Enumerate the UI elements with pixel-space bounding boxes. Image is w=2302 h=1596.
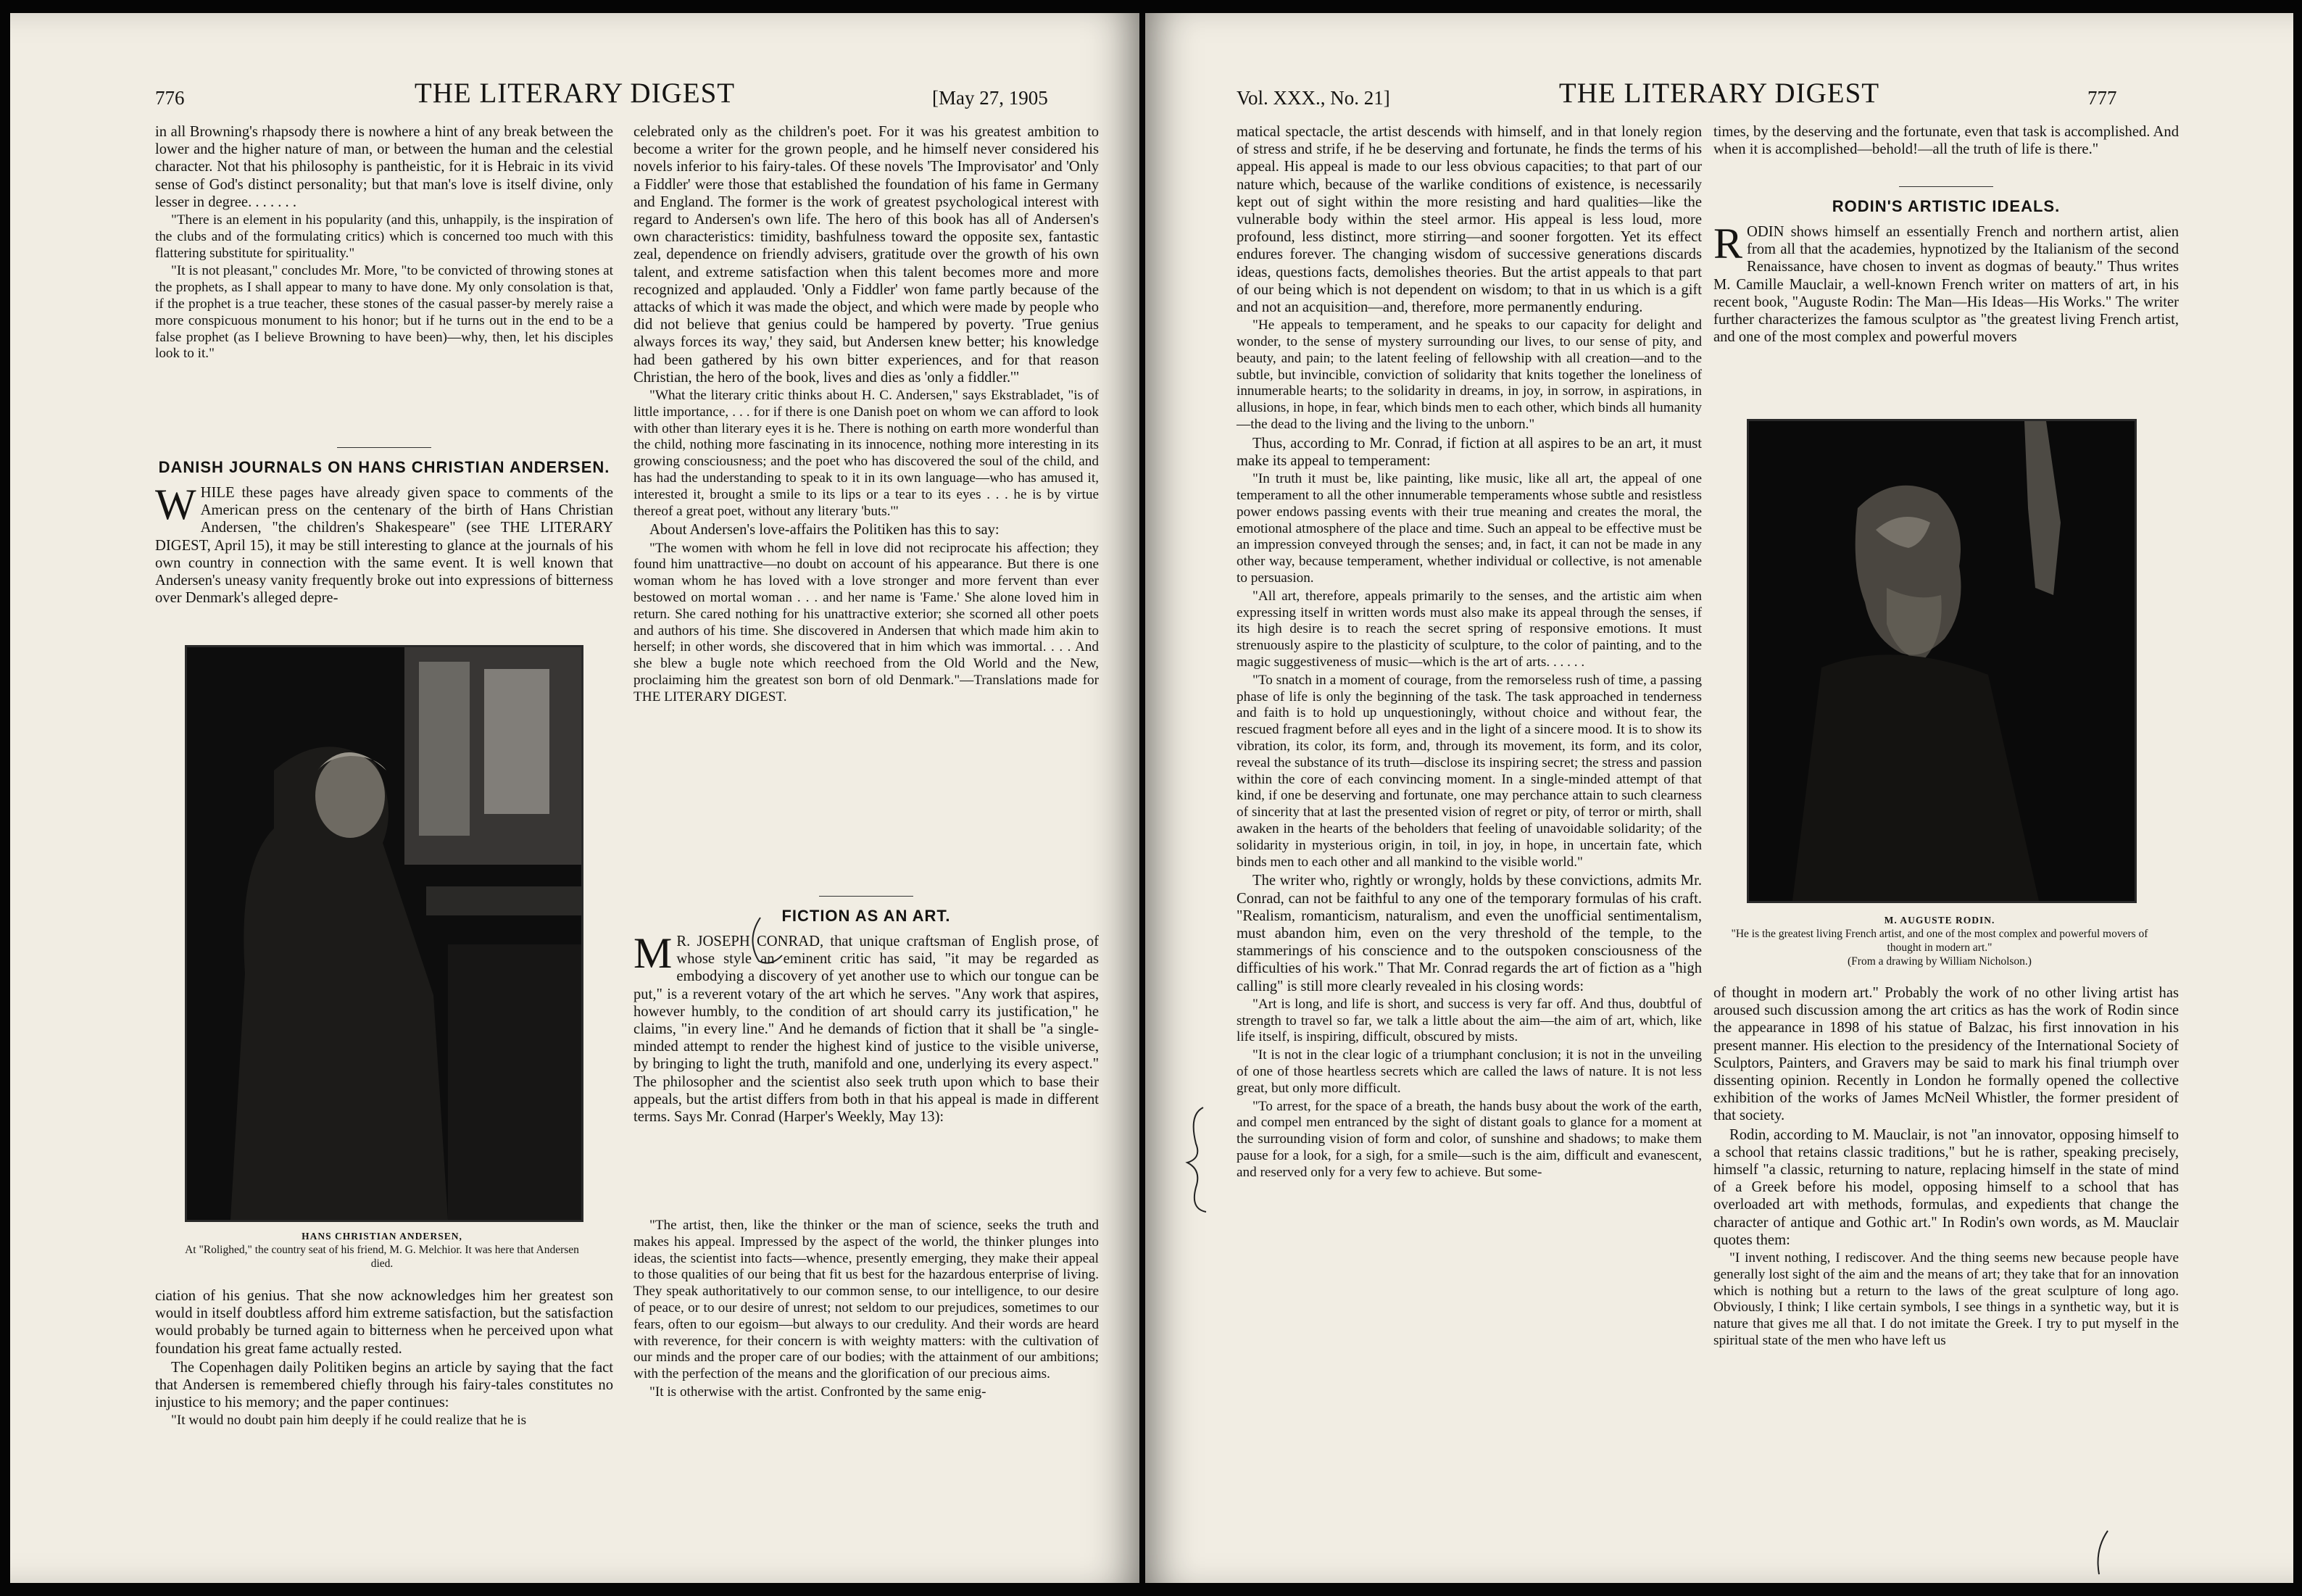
article-paragraph: matical spectacle, the artist descends with himself, and in that lonely region of stress and strife, if he be deserving and fortunate, he finds the terms of his appeal. His appeal is made to our less obvious capacities; to that part of our nature which, because of the warlike conditions of existence, is necessarily kept out of sight within the more resisting and hard qualities—like the vulnerable body within the steel armor. His appeal is less loud, more profound, less distinct, more stirring—and sooner forgotten. Yet its effect endures forever. The changing wisdom of successive generations discards ideas, questions facts, demolishes theories. But the artist appeals to that part of our being which is not dependent on wisdom; to that in us which is a gift and not an acquisition—and, therefore, more permanently enduring. — [1237, 124, 1702, 316]
issue-date: [May 27, 1905 — [932, 87, 1048, 109]
article-paragraph: R. JOSEPH CONRAD, that unique craftsman of English prose, of whose style an eminent critic has said, "it may be regarded as embodying a discovery of yet another use to which our tongue can be put," is a reverent votary of the art which he serves. "Any work that aspires, however humbly, to the condition of art should carry its justification," he claims, "in every line." And he demands of fiction that it shall be "a single-minded attempt to render the highest kind of justice to the visible universe, by bringing to light the truth, manifold and one, underlying its every aspect." The philosopher and the scientist also seek truth upon which to base their appeals, but the artist differs from both in that his appeal is made in different terms. Says Mr. Conrad (Harper's Weekly, May 13): — [633, 934, 1099, 1126]
article-paragraph: "I invent nothing, I rediscover. And the thing seems new because people have generally lost sight of the aim and the means of art; they take that for an innovation which is nothing but a return to the laws of the great sculpture of long ago. Obviously, I think; I like certain symbols, I see things in a synthetic way, but it is nature that gives me all that. I do not imitate the Greek. I try to put myself in the spiritual state of the men who have left us — [1713, 1250, 2179, 1349]
andersen-photo — [185, 645, 583, 1222]
running-title: THE LITERARY DIGEST — [414, 78, 736, 109]
article-paragraph: HILE these pages have already given space to comments of the American press on the centenary of the birth of Hans Christian Andersen, "the children's Shakespeare" (see THE LITERARY DIGEST, April 15), it may be still interesting to glance at the journals of his own country in connection with the same event. It is well known that Andersen's uneasy vanity frequently broke out into expressions of bitterness over Denmark's alleged depre- — [155, 485, 613, 607]
page-header — [10, 77, 1139, 120]
article-paragraph: "It is not pleasant," concludes Mr. More, "to be convicted of throwing stones at the prophets, as I shall appear to many to have done. My only consolation is that, if the prophet is a true teacher, these stones of the casual passer-by merely raise a more conspicuous monument to his honor; but if he turns out in the end to be a false prophet (as I believe Browning to have been)—why, then, let his disciples look to it." — [155, 263, 613, 362]
left-page — [10, 13, 1139, 1583]
left-column-1-top — [155, 123, 613, 364]
drop-cap: M — [633, 929, 673, 977]
article-paragraph: of thought in modern art." Probably the work of no other living artist has aroused such discussion among the art critics as has the work of Rodin since the appearance in 1898 of his statue of Balzac, his first innovation in his present manner. His election to the presidency of the International Society of Sculptors, Painters, and Gravers may be said to mark his final triumph over dissenting opinion. Recently in London he formally opened the collective exhibition of the works of James McNeil Whistler, the former president of that society. — [1713, 985, 2179, 1124]
article-paragraph: "What the literary critic thinks about H. C. Andersen," says Ekstrabladet, "is of little importance, . . . for if there is one Danish poet on whom we can afford to look with other than literary eyes it is he. There is nothing on earth more wonderful than the child, nothing more fascinating in its innocence, nothing more interesting in its growing consciousness; and the poet who has discovered the soul of the child, and has had the understanding to speak to it in its own language—who has amused it, interested it, brought a smile to its lips or a tear to its eyes . . . he is by virtue thereof a great poet, without any literary 'buts.'" — [633, 388, 1099, 519]
volume-info: Vol. XXX., No. 21] — [1237, 87, 1390, 109]
article-title: RODIN'S ARTISTIC IDEALS. — [1832, 197, 2061, 215]
rodin-drawing — [1747, 419, 2137, 903]
page-number: 777 — [2087, 87, 2117, 109]
right-column-2-bottom — [1713, 984, 2179, 1351]
pencil-mark — [2087, 1528, 2116, 1579]
article-paragraph: "He appeals to temperament, and he speaks to our capacity for delight and wonder, to the sense of mystery surrounding our lives, to our sense of pity, and beauty, and pain; to the latent feeling of fellowship with all creation—and to the subtle, but invincible, conviction of solidarity that knits together the loneliness of innumerable hearts; to the solidarity in dreams, in joy, in sorrow, in aspirations, in allusions, in hope, in fear, which binds men to each other, which binds all humanity—the dead to the living and the living to the unborn." — [1237, 317, 1702, 433]
caption-credit: (From a drawing by William Nicholson.) — [1848, 955, 2032, 968]
danish-article-intro — [155, 437, 613, 608]
section-rule — [337, 447, 431, 448]
caption-name: M. AUGUSTE RODIN. — [1884, 915, 1995, 926]
article-paragraph: "All art, therefore, appeals primarily to the senses, and the artistic aim when expressing itself in written words must also make its appeal through the senses, if its high desire is to reach the secret spring of responsive emotions. It must strenuously aspire to the plasticity of sculpture, to the color of painting, and to the magic suggestiveness of music—which is the art of arts. . . . . . — [1237, 588, 1702, 670]
article-paragraph: Thus, according to Mr. Conrad, if fiction at all aspires to be an art, it must make its appeal to temperament: — [1237, 435, 1702, 470]
running-title: THE LITERARY DIGEST — [1558, 78, 1880, 109]
article-paragraph: "It is otherwise with the artist. Confronted by the same enig- — [649, 1384, 986, 1400]
article-paragraph: "The women with whom he fell in love did not reciprocate his affection; they found him unattractive—no doubt on account of his appearance. But there is one woman whom he has loved with a love stronger and more fervent than ever bestowed on mortal woman . . . and her name is 'Fame.' She alone loved him in return. She cared nothing for his unattractive exterior; she scorned all other poets and authors of his time. She discovered in Andersen that which made him akin to herself; in other words, she discovered that in him which was immortal. . . . And she blew a bugle note which reechoed from the Old World and the New, proclaiming him the greatest son born of old Denmark."—Translations made for THE LITERARY DIGEST. — [633, 540, 1099, 705]
article-paragraph: Rodin, according to M. Mauclair, is not "an innovator, opposing himself to a school that retains classic traditions," but he is rather, speaking precisely, himself "a classic, returning to nature, replacing himself in the state of mind of a Greek before his model, opposing himself to a school that has overloaded art with methods, formulas, and expedients that change the character of antique and Gothic art." In Rodin's own words, as M. Mauclair quotes them: — [1713, 1126, 2179, 1248]
drop-cap: R — [1713, 220, 1743, 267]
right-column-2-top — [1713, 123, 2179, 159]
caption-name: HANS CHRISTIAN ANDERSEN, — [302, 1231, 462, 1242]
left-column-2-top — [633, 123, 1099, 707]
drop-cap: W — [155, 481, 196, 528]
article-paragraph: ciation of his genius. That she now acknowledges him her greatest son would in itself doubtless afford him extreme satisfaction, but the satisfaction would probably be turned again to bitterness when he perceived upon what foundation his great fame actually rested. — [155, 1288, 613, 1357]
right-page — [1145, 13, 2293, 1583]
article-paragraph: "Art is long, and life is short, and success is very far off. And thus, doubtful of strength to travel so far, we talk a little about the aim—the aim of art, which, like life itself, is inspiring, difficult, obscured by mists. — [1237, 996, 1702, 1045]
andersen-photo-caption — [185, 1229, 579, 1271]
article-paragraph: in all Browning's rhapsody there is nowhere a hint of any break between the lower and the higher nature of man, or between the human and the celestial character. Not that his philosophy is pantheistic, for it is Hebraic in its vivid sense of God's distinct personality; but that man's love is itself divine, only lesser in degree. . . . . . . — [155, 124, 613, 210]
caption-text: At "Rolighed," the country seat of his friend, M. G. Melchior. It was here that Andersen died. — [185, 1244, 579, 1270]
article-paragraph: "It would no doubt pain him deeply if he could realize that he is — [171, 1413, 527, 1429]
left-column-2-bottom — [633, 1218, 1099, 1402]
article-paragraph: "To arrest, for the space of a breath, the hands busy about the work of the earth, and compel men entranced by the sight of distant goals to glance for a moment at the surrounding vision of form and color, of sunshine and shadows; to make them pause for a look, for a sigh, for a smile—such is the aim, difficult and evanescent, and reserved only for a very few to achieve. But some- — [1237, 1098, 1702, 1180]
article-paragraph: "There is an element in his popularity (and this, unhappily, is the inspiration of the clubs and of the formulating critics) which is concerned too much with this flattering substitute for spirituality." — [155, 212, 613, 261]
article-paragraph: The Copenhagen daily Politiken begins an article by saying that the fact that Andersen is remembered chiefly through his fairy-tales constitutes no injustice to his memory; and the paper continues: — [155, 1359, 613, 1411]
right-column-1 — [1237, 123, 1702, 1183]
article-paragraph: "To snatch in a moment of courage, from the remorseless rush of time, a passing phase of life is only the beginning of the task. The task approached in tenderness and faith is to hold up unquestioningly, without choice and without fear, the rescued fragment before all eyes and in the light of a sincere mood. It is to show its vibration, its color, its form, and, through its movement, its form, and its color, reveal the substance of its truth—disclose its inspiring secret; the stress and passion within the core of each convincing moment. In a single-minded attempt of that kind, if one be deserving and fortunate, one may perchance attain to such clearness of sincerity that at last the presented vision of regret or pity, of terror or mirth, shall awaken in the hearts of the beholders that feeling of unavoidable solidarity; of the solidarity in mysterious origin, in toil, in joy, in hope, in uncertain fate, which binds men to each other and all mankind to the visible world." — [1237, 672, 1702, 870]
page-number: 776 — [155, 87, 185, 109]
fiction-article-intro — [633, 886, 1099, 1127]
article-title: DANISH JOURNALS ON HANS CHRISTIAN ANDERSEN. — [158, 458, 610, 476]
section-rule — [819, 896, 913, 897]
pencil-mark — [739, 910, 789, 968]
rodin-article-intro — [1713, 176, 2179, 347]
pencil-bracket-mark — [1174, 1100, 1218, 1216]
article-paragraph: "It is not in the clear logic of a triumphant conclusion; it is not in the unveiling of one of those heartless secrets which are called the laws of nature. It is not less great, but only more difficult. — [1237, 1047, 1702, 1096]
article-paragraph: The writer who, rightly or wrongly, holds by these convictions, admits Mr. Conrad, can not be faithful to any one of the temporary formulas of his craft. "Realism, romanticism, naturalism, and even the unofficial sentimentalism, must abandon him, even on the very threshold of the temple, to the stammerings of his conscience and to the outspoken consciousness of the difficulties of his work." That Mr. Conrad regards the art of fiction as a "high calling" is still more clearly revealed in his closing words: — [1237, 873, 1702, 994]
article-paragraph: About Andersen's love-affairs the Politiken has this to say: — [649, 522, 1000, 539]
section-rule — [1899, 186, 1993, 187]
caption-text: "He is the greatest living French artist, and one of the most complex and powerful movers of thought in modern art." — [1731, 928, 2148, 954]
article-paragraph: times, by the deserving and the fortunate, even that task is accomplished. And when it is accomplished—behold!—all the truth of life is there." — [1713, 124, 2179, 158]
left-column-1-bottom — [155, 1287, 613, 1431]
article-paragraph: celebrated only as the children's poet. For it was his greatest ambition to become a writer for the grown people, and he himself never considered his novels inferior to his fairy-tales. Of these novels 'The Improvisator' and 'Only a Fiddler' were those that established the foundation of his fame in Germany and England. The former is the work of greatest psychological interest with regard to Andersen's own life. The hero of this book has all of Andersen's own characteristics: timidity, bashfulness toward the opposite sex, fantastic zeal, dependence on friendly advisers, gratitude over the growth of his own talent, and extreme satisfaction when this talent becomes more and more recognized and applauded. 'Only a Fiddler' won fame partly because of the attacks of which it was made the object, and which were made by people who did not believe that genius could be hampered by poverty. 'True genius always forces its way,' they said, but Andersen knew better; his knowledge had been gathered by his own bitter experiences, and for that reason Christian, the hero of the book, lives and dies as 'only a fiddler.'" — [633, 124, 1099, 386]
page-header — [1145, 77, 2293, 120]
article-paragraph: "In truth it must be, like painting, like music, like all art, the appeal of one temperament to all the other innumerable temperaments whose subtle and resistless power endows passing events with their true meaning and creates the moral, the emotional atmosphere of the place and time. Such an appeal to be effective must be an impression conveyed through the senses; and, in fact, it can not be made in any other way, because temperament, whether individual or collective, is not amenable to persuasion. — [1237, 471, 1702, 586]
article-paragraph: ODIN shows himself an essentially French and northern artist, alien from all that the academies, hypnotized by the Italianism of the second Renaissance, have chosen to invent as dogmas of beauty." Thus writes M. Camille Mauclair, a well-known French writer on matters of art, in his recent book, "Auguste Rodin: The Man—His Ideas—His Works." The writer further characterizes the famous sculptor as "the greatest living French artist, and one of the most complex and powerful movers — [1713, 224, 2179, 346]
article-paragraph: "The artist, then, like the thinker or the man of science, seeks the truth and makes his appeal. Impressed by the aspect of the world, the thinker plunges into ideas, the scientist into facts—whence, presently emerging, they make their appeal to those qualities of our being that fit us best for the hazardous enterprise of living. They speak authoritatively to our common sense, to our intelligence, to our desire of peace, or to our desire of unrest; not seldom to our prejudices, sometimes to our fears, often to our egoism—but always to our credulity. And their words are heard with reverence, for their concern is with weighty matters: with the cultivation of our minds and the proper care of our bodies; with the attainment of our ambitions; with the perfection of the means and the glorification of our precious aims. — [633, 1218, 1099, 1382]
rodin-drawing-caption — [1725, 913, 2154, 968]
article-title: FICTION AS AN ART. — [781, 907, 951, 925]
